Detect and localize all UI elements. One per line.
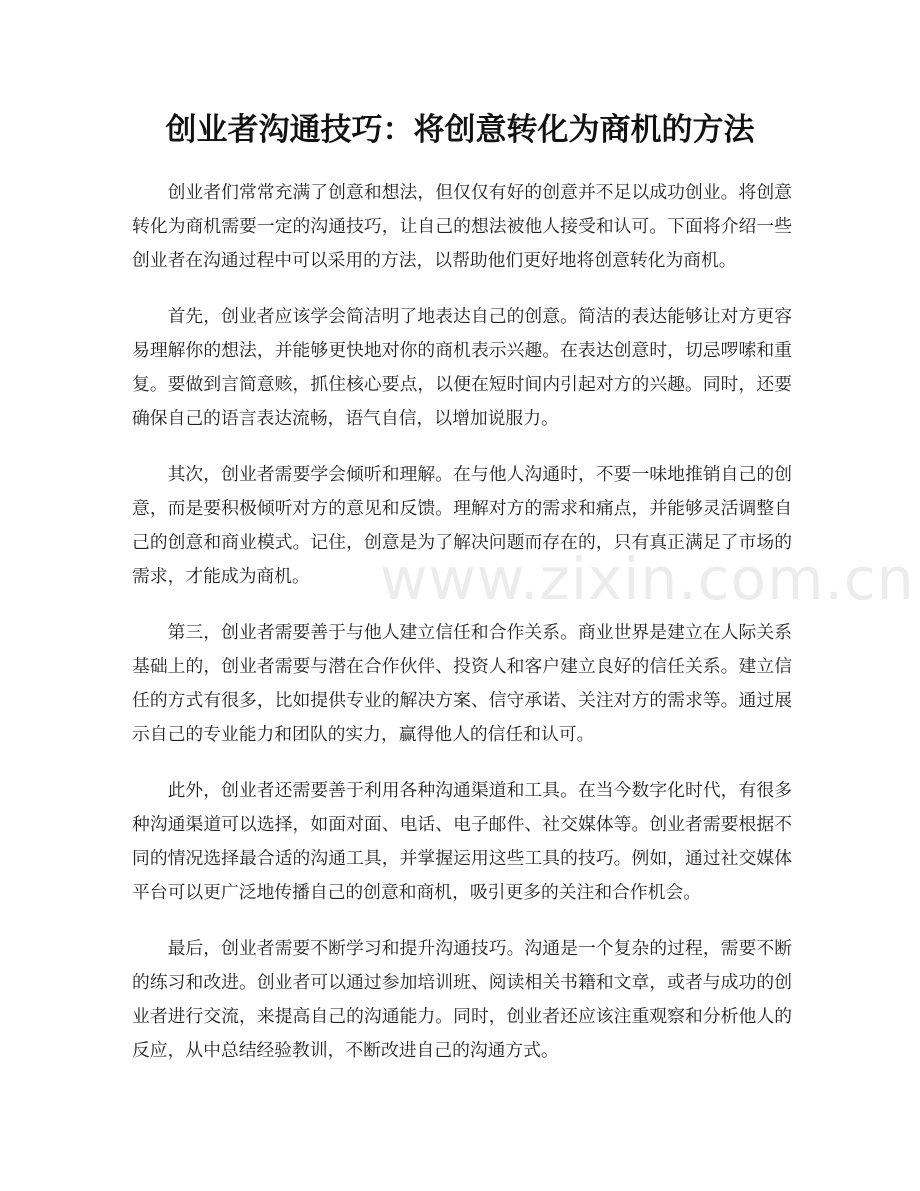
- watermark: www.zixin.com.cn: [380, 545, 915, 613]
- paragraph-also: 此外，创业者还需要善于利用各种沟通渠道和工具。在当今数字化时代，有很多种沟通渠道可以选择，如面对面、电话、电子邮件、社交媒体等。创业者需要根据不同的情况选择最合适的沟通工具，并掌握运用这些工具的技巧。例如，通过社交媒体平台可以更广泛地传播自己的创意和商机，吸引更多的关注和合作机会。: [132, 780, 792, 903]
- paragraph-first: 首先，创业者应该学会简洁明了地表达自己的创意。简洁的表达能够让对方更容易理解你的想法，并能够更快地对你的商机表示兴趣。在表达创意时，切忌啰嗦和重复。要做到言简意赅，抓住核心要点，以便在短时间内引起对方的兴趣。同时，还要确保自己的语言表达流畅，语气自信，以增加说服力。: [132, 306, 792, 429]
- paragraph-last: 最后，创业者需要不断学习和提升沟通技巧。沟通是一个复杂的过程，需要不断的练习和改进。创业者可以通过参加培训班、阅读相关书籍和文章，或者与成功的创业者进行交流，来提高自己的沟通能力。同时，创业者还应该注重观察和分析他人的反应，从中总结经验教训，不断改进自己的沟通方式。: [132, 938, 792, 1061]
- paragraph-intro: 创业者们常常充满了创意和想法，但仅仅有好的创意并不足以成功创业。将创意转化为商机需要一定的沟通技巧，让自己的想法被他人接受和认可。下面将介绍一些创业者在沟通过程中可以采用的方法，以帮助他们更好地将创意转化为商机。: [132, 182, 792, 271]
- document-body: [132, 176, 792, 1090]
- paragraph-third: 第三，创业者需要善于与他人建立信任和合作关系。商业世界是建立在人际关系基础上的，创业者需要与潜在合作伙伴、投资人和客户建立良好的信任关系。建立信任的方式有很多，比如提供专业的解决方案、信守承诺、关注对方的需求等。通过展示自己的专业能力和团队的实力，赢得他人的信任和认可。: [132, 622, 792, 745]
- paragraph-second: 其次，创业者需要学会倾听和理解。在与他人沟通时，不要一味地推销自己的创意，而是要积极倾听对方的意见和反馈。理解对方的需求和痛点，并能够灵活调整自己的创意和商业模式。记住，创意是为了解决问题而存在的，只有真正满足了市场的需求，才能成为商机。: [132, 464, 792, 587]
- document-title: 创业者沟通技巧：将创意转化为商机的方法: [165, 112, 755, 148]
